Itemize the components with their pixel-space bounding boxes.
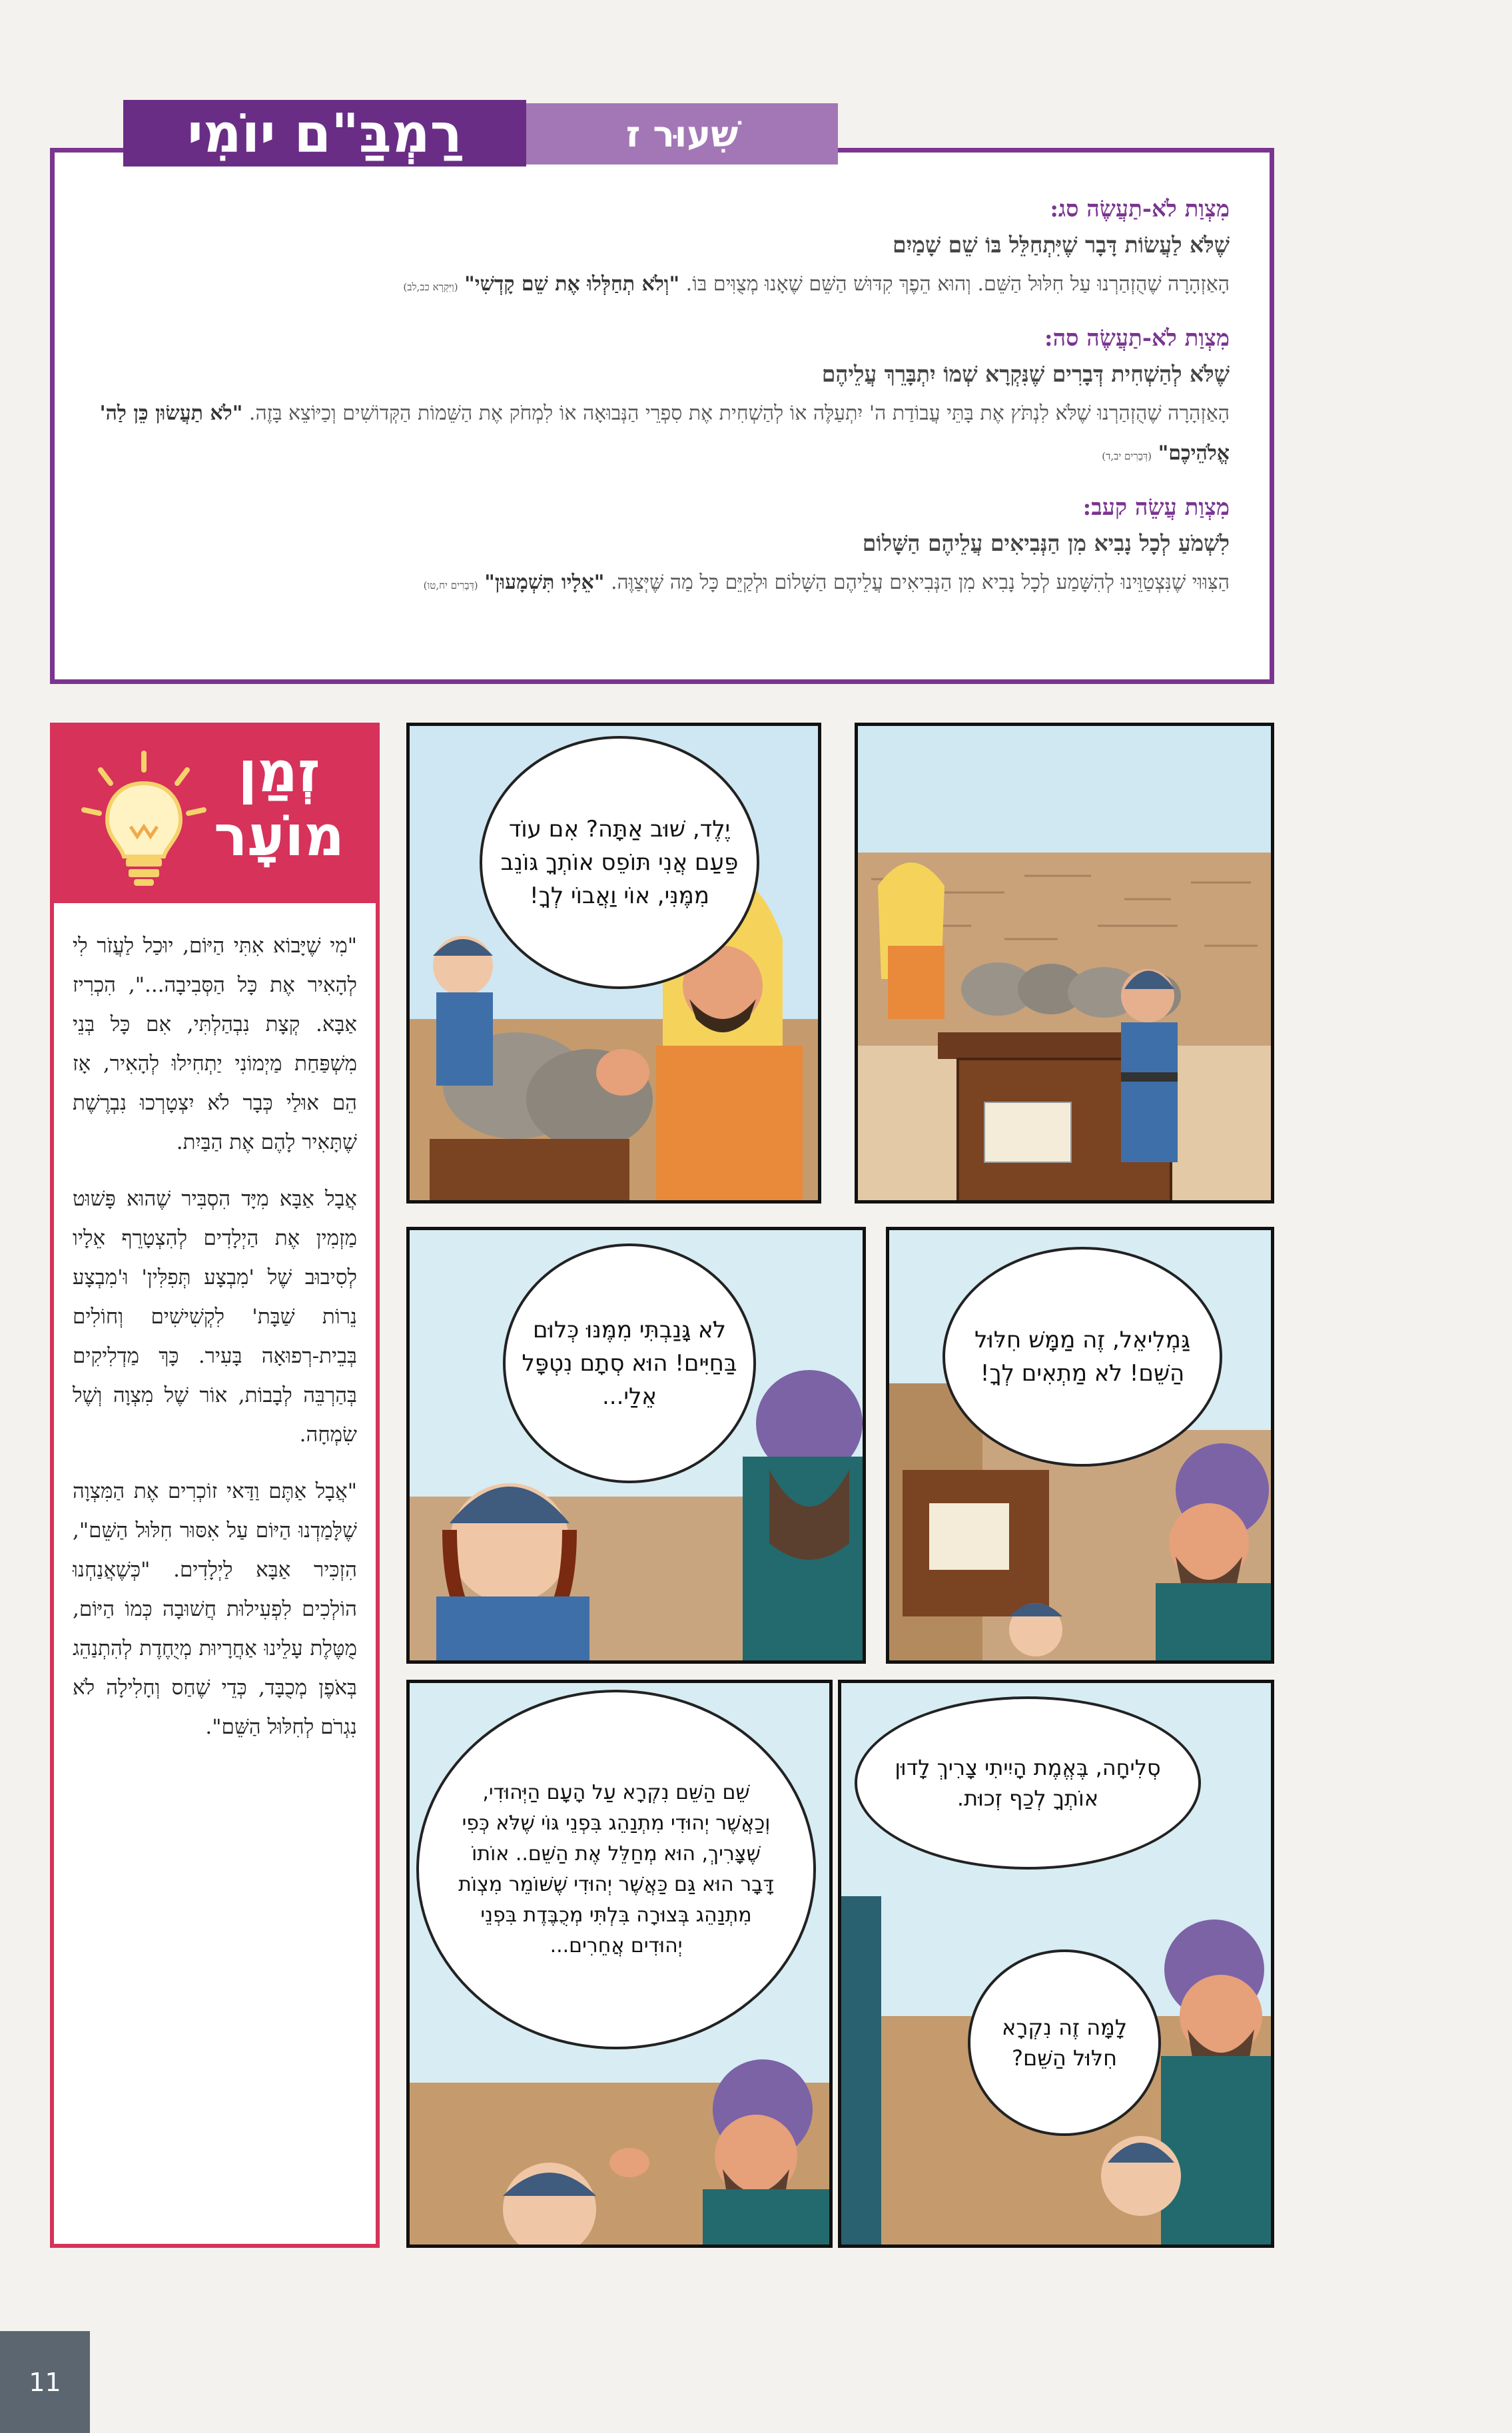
mitzvah-3-body: הַצִּוּוּי שֶׁנִּצְטַוֵּינוּ לְהִשָּׁמַע לְכָל נָבִיא מִן הַנְּבִיאִים עֲלֵיהֶם הַשָּׁלוֹם וּלְקַיֵּם כָּל מַה שֶּׁיְּצַוֶּה. — [610, 571, 1230, 594]
daily-rambam-box — [50, 148, 1274, 684]
story-paragraph-2: אֲבָל אַבָּא מִיָּד הִסְבִּיר שֶׁהוּא פָּשׁוּט מַזְמִין אֶת הַיְלָדִים לְהִצְטָרֵף אֵלָיו לְסִיבוּב שֶׁל 'מִבְצָע תְּפִלִּין' וּ'מִבְצָע נֵרוֹת שַׁבָּת' לִקְשִׁישִׁים וְחוֹלִים בְּבֵית-רְפוּאָה בָּעִיר. כָּךְ מַדְלִיקִים בְּהַרְבֵּה לְבָבוֹת, אוֹר שֶׁל מִצְוָה וְשֶׁל שִׂמְחָה. — [73, 1187, 357, 1447]
speech-bubble-boy-question: לָמָּה זֶה נִקְרָא חִלּוּל הַשֵּׁם? — [968, 1949, 1161, 2136]
mitzvah-3-subtitle: לִשְׁמֹעַ לְכָל נָבִיא מִן הַנְּבִיאִים עֲלֵיהֶם הַשָּׁלוֹם — [862, 530, 1230, 556]
story-sidebar — [50, 723, 380, 2248]
mitzvah-1-body: הָאַזְהָרָה שֶׁהֻזְהַרְנוּ עַל חִלּוּל הַשֵּׁם. וְהוּא הֵפֶךְ קִדּוּשׁ הַשֵּׁם שֶׁאָנוּ מְצֻוִּים בּוֹ. — [685, 272, 1230, 296]
mitzvah-2-body: הָאַזְהָרָה שֶׁהֻזְהַרְנוּ שֶׁלֹּא לִנְתֹּץ אֶת בָּתֵּי עֲבוֹדַת ה' יִתְעַלֶּה אוֹ לְהַשְׁחִית אֶת סִפְרֵי הַנְּבוּאָה אוֹ לִמְחֹק אֶת הַשֵּׁמוֹת הַקְּדוֹשִׁים וְכַיּוֹצֵא בָּזֶה. — [248, 402, 1230, 425]
speech-bubble-father-explanation: שֵׁם הַשֵּׁם נִקְרָא עַל הָעָם הַיְּהוּדִי, וְכַאֲשֶׁר יְהוּדִי מִתְנַהֵג בִּפְנֵי גּוֹי שֶׁלֹּא כְּפִי שֶׁצָּרִיךְ, הוּא מְחַלֵּל אֶת הַשֵּׁם.. אוֹתוֹ דָּבָר הוּא גַּם כַּאֲשֶׁר יְהוּדִי שֶׁשּׁוֹמֵר מִצְוֹת מִתְנַהֵג בְּצוּרָה בִּלְתִּי מְכֻבֶּדֶת בִּפְנֵי יְהוּדִים אֲחֵרִים... — [416, 1690, 816, 2049]
mitzvah-1-text — [95, 264, 1230, 307]
speech-bubble-merchant: יֶלֶד, שׁוּב אַתָּה? אִם עוֹד פַּעַם אֲנִי תּוֹפֵס אוֹתְךָ גּוֹנֵב מִמֶּנִּי, אוֹי וַאֲבוֹי לְךָ! — [480, 736, 759, 989]
mitzvah-1-heading: מִצְוַת לֹא-תַעֲשֶׂה סג: — [1050, 196, 1230, 222]
story-paragraph-1: "מִי שֶׁיָּבוֹא אִתִּי הַיּוֹם, יוּכַל לַעֲזֹר לִי לְהָאִיר אֶת כָּל הַסְּבִיבָה...", הִכְרִיז אַבָּא. קְצָת נִבְהַלְתִּי, אִם כָּל בְּנֵי מִשְׁפַּחַת מַיְמוֹנִי יַתְחִילוּ לְהָאִיר, אָז הֵם אוּלַי כְּבָר לֹא יִצְטָרְכוּ נִבְרֶשֶׁת שֶׁתָּאִיר לָהֶם אֶת הַבַּיִת. — [73, 934, 357, 1154]
sidebar-title-line1: זְמַן — [238, 739, 320, 805]
mitzvah-3-text — [95, 563, 1230, 605]
sidebar-title — [196, 740, 362, 868]
comic-panel-4 — [886, 1227, 1274, 1664]
lesson-banner — [526, 103, 838, 165]
mitzvah-3-heading: מִצְוַת עֲשֵׂה קעב: — [1082, 494, 1230, 521]
mitzvah-2-quote: "לֹא תַעֲשׂוּן כֵּן לַה' אֱלֹהֵיכֶם" — [99, 402, 1230, 465]
lesson-label: שִׁעוּר ז — [625, 113, 739, 155]
mitzvah-1-quote: "וְלֹא תְחַלְּלוּ אֶת שֵׁם קָדְשִׁי" — [464, 272, 680, 296]
sidebar-story-text — [73, 926, 357, 1764]
mitzvah-3-ref: (דְּבָרִים יח,טו) — [423, 579, 478, 591]
sidebar-title-line2: מוֹעָר — [213, 803, 344, 869]
market-stall-scene — [858, 726, 1274, 1204]
comic-panel-3 — [406, 1227, 866, 1664]
speech-bubble-boy: לֹא גָּנַבְתִּי מִמֶּנּוּ כְּלוּם בַּחַיִּים! הוּא סְתָם נִטְפָּל אֵלַי... — [503, 1243, 756, 1483]
mitzvah-3-quote: "אֵלָיו תִּשְׁמָעוּן" — [484, 571, 605, 594]
speech-bubble-father-rebuke: גַּמְלִיאֵל, זֶה מַמָּשׁ חִלּוּל הַשֵּׁם! לֹא מַתְאִים לְךָ! — [943, 1247, 1222, 1467]
mitzvot-list — [95, 192, 1230, 605]
mitzvah-2-text — [95, 394, 1230, 476]
sidebar-header — [54, 727, 376, 903]
mitzvah-1-ref: (וַיִּקְרָא כב,לב) — [403, 281, 458, 293]
story-paragraph-3: "אֲבָל אַתֶּם וַדַּאי זוֹכְרִים אֶת הַמִּצְוָה שֶׁלָּמַדְנוּ הַיּוֹם עַל אִסּוּר חִלּוּל הַשֵּׁם", הִזְכִּיר אַבָּא לַיְלָדִים. "כְּשֶׁאֲנַחְנוּ הוֹלְכִים לִפְעִילוּת חֲשׁוּבָה כְּמוֹ הַיּוֹם, מֻטֶּלֶת עָלֵינוּ אַחֲרָיוּת מְיֻחֶדֶת לְהִתְנַהֵג בְּאֹפֶן מְכֻבָּד, כְּדֵי שֶׁחַס וְחָלִילָה לֹא נִגְרֹם לְחִלּוּל הַשֵּׁם". — [73, 1479, 357, 1739]
page-title: רַמְבַּ"ם יוֹמִי — [187, 102, 462, 165]
mitzvah-2-subtitle: שֶׁלֹּא לְהַשְׁחִית דְּבָרִים שֶׁנִּקְרָא שְׁמוֹ יִתְבָּרֵךְ עֲלֵיהֶם — [821, 361, 1230, 387]
comic-panel-1 — [855, 723, 1274, 1204]
speech-bubble-boy-apology: סְלִיחָה, בֶּאֱמֶת הָיִיתִי צָרִיךְ לָדוּן אוֹתְךָ לְכַף זְכוּת. — [855, 1696, 1201, 1870]
comic-panel-2 — [406, 723, 821, 1204]
mitzvah-1-subtitle: שֶׁלֹּא לַעֲשׂוֹת דָּבָר שֶׁיִּתְחַלֵּל בּוֹ שֵׁם שָׁמַיִם — [893, 232, 1230, 258]
comic-panel-5 — [406, 1680, 833, 2248]
mitzvah-2-heading: מִצְוַת לֹא-תַעֲשֶׂה סה: — [1044, 325, 1230, 352]
page-number: 11 — [0, 2331, 90, 2433]
lightbulb-icon — [74, 747, 214, 890]
page-title-banner — [123, 100, 526, 167]
mitzvah-2-ref: (דְּבָרִים יב,ד) — [1102, 450, 1152, 462]
comic-panel-6 — [838, 1680, 1274, 2248]
